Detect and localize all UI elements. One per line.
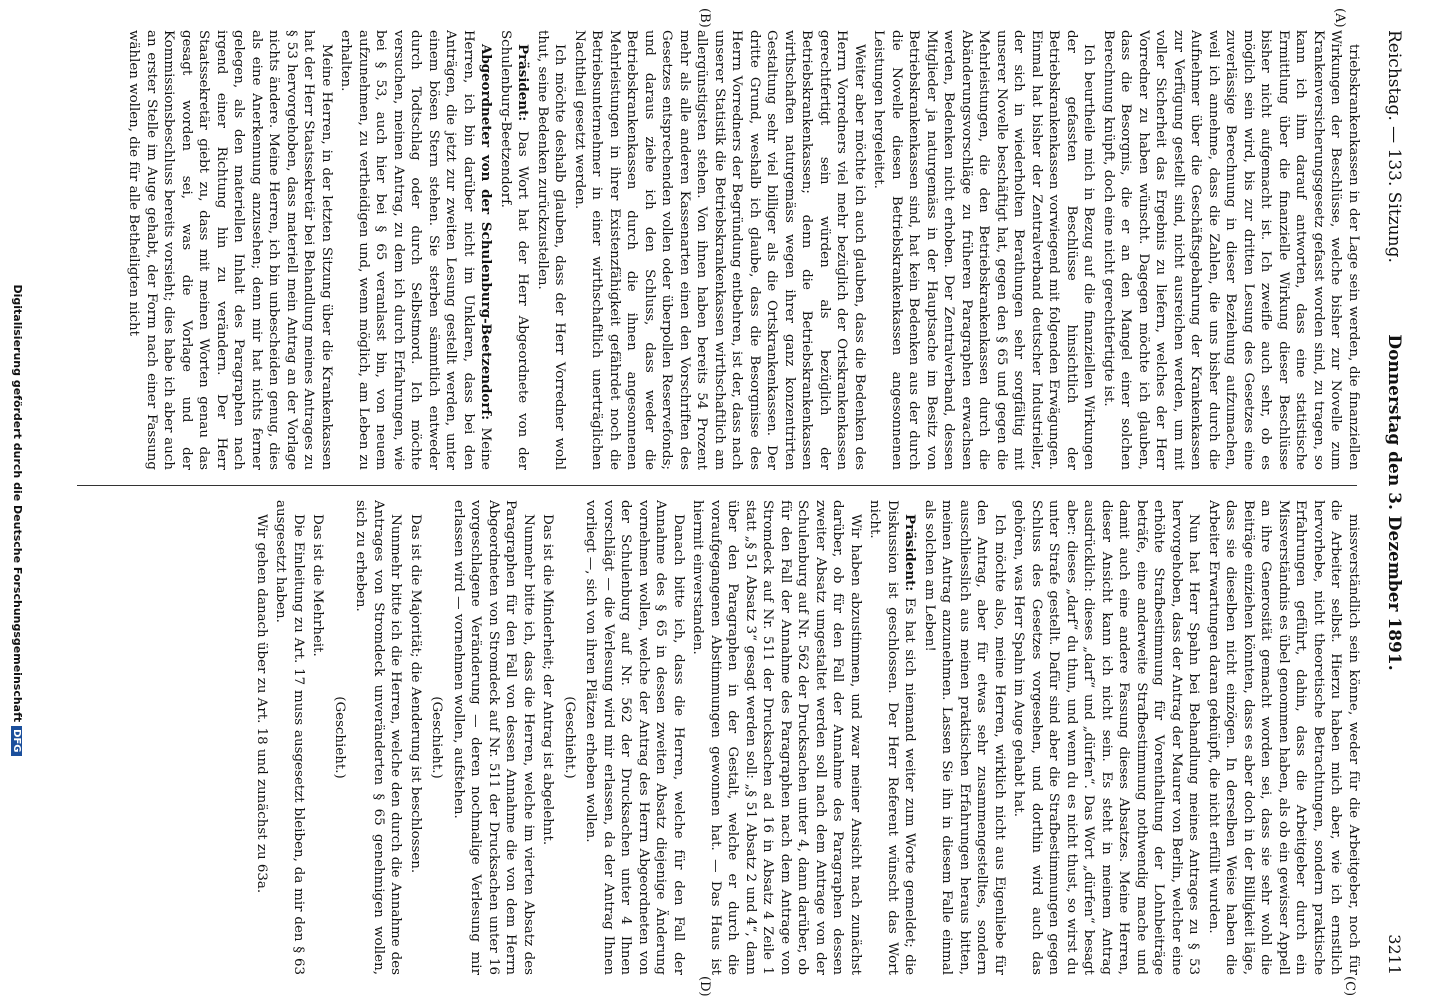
- speech-text: Das Wort hat der Herr Abgeordnete von der Schulenburg-Beetzendorf.: [498, 30, 531, 470]
- paragraph: triebskrankenkassen in der Lage sein werden, die finanziellen Wirkungen der Beschlüsse, welche bisher zur Novelle zum Krankenversicherungsgesetz gefasst worden sind, zu tragen, so kann ich ihm darauf antworten, dass eine statistische Ermittlung über die finanzielle Wirkung dieser Beschlüsse bisher nicht aufgemacht ist. Ich zweifle auch sehr, ob es möglich sein wird, bis zur dritten Lesung des Gesetzes eine zuverlässige Berechnung in dieser Beziehung aufzumachen, weil ich annehme, dass die Zahlen, die uns bisher durch die Aufnehmer über die Geschäftsgebahrung der Krankenkassen zur Verfügung gestellt sind, nicht ausreichen werden, um mit voller Sicherheit das Ergebnis zu liefern, welches der Herr Vorredner zu haben wünscht. Dagegen möchte ich glauben, dass die Besorgnis, die er an den Mangel einer solchen Berechnung knüpft, doch eine nicht gerechtfertigte ist.: [1101, 30, 1361, 470]
- speaker-name: Präsident:: [902, 514, 919, 592]
- paragraph: Danach bitte ich, dass die Herren, welche für den Fall der Annahme des § 65 in dessen zweiten Absatz diejenige Änderung vornehmen wollen, welche der Antrag des Herrn Abgeordneten von der Schulenburg auf Nr. 562 der Drucksachen unter 4 Ihnen vorschlägt — die Verlesung wird mir erlassen, da der Antrag Ihnen vorliegt —, sich von ihren Plätzen erheben wollen.: [583, 500, 686, 975]
- paragraph: Ich beurtheile mich in Bezug auf die finanziellen Wirkungen der gefassten Beschlüsse hinsichtlich der Betriebskrankenkassen vorwiegend mit folgenden Erwägungen. Einmal hat bisher der Zentralverband deutscher Industrieller, der sich in wiederholten Berathungen sehr sorgfältig mit unserer Novelle beschäftigt hat, gegen den § 65 und gegen die Mehrleistungen, die den Betriebskrankenkassen durch die Abänderungsvorschläge zu früheren Paragraphen erwachsen werden, Bedenken nicht erhoben. Der Zentralverband, dessen Mitglieder ja naturgemäss in der Hauptsache im Besitz von Betriebskrankenkassen sind, hat kein Bedenken aus der durch die Novelle diesen Betriebskrankenkassen angesonnenen Leistungen hergeleitet.: [871, 30, 1097, 470]
- paragraph: Das ist die Majorität; die Aenderung ist beschlossen.: [408, 514, 423, 874]
- header-session: Reichstag. — 133. Sitzung.: [1384, 30, 1404, 263]
- margin-mark-d: (D): [697, 976, 712, 997]
- header-date: Donnerstag den 3. Dezember 1891.: [1384, 334, 1404, 671]
- paragraph: Ich möchte also, meine Herren, wirklich nicht aus Eigenliebe für den Antrag, aber für etwas sehr zusammengestelltes, sondern ausschliesslich aus meinen praktischen Erfahrungen heraus bitten, meinen Antrag anzunehmen. Lassen Sie ihn in diesem Falle einmal als solchen am Leben!: [922, 500, 1007, 975]
- speech-text: Es hat sich niemand weiter zum Worte gemeldet; die Diskussion ist geschlossen. Der Herr Referent wünscht das Wort nicht.: [867, 500, 918, 975]
- margin-mark-c: (C): [1342, 976, 1357, 997]
- paragraph: Nunmehr bitte ich die Herren, welche den durch die Annahme des Antrages von Stromdeck unveränderten § 65 genehmigen wollen, sich zu erheben.: [353, 500, 404, 975]
- page-header: [1372, 30, 1412, 975]
- right-column: [52, 500, 1362, 975]
- digitization-credit: [4, 60, 24, 980]
- paragraph: Die Einleitung zu Art. 17 muss ausgesetzt bleiben, da mir den § 63 ausgesetzt haben.: [273, 500, 306, 975]
- paragraph: Nunmehr bitte ich, dass die Herren, welche im vierten Absatz des Paragraphen für den Fall von dessen Annahme die von dem Herrn Abgeordneten von Stromdeck auf Nr. 511 der Drucksachen unter 16 vorgeschlagene Veränderung — deren nochmalige Verlesung mir erlassen wird — vornehmen wollen, aufstehen.: [451, 500, 536, 975]
- speaker-paragraph: [866, 500, 919, 975]
- speaker-name: Präsident:: [515, 44, 532, 122]
- paragraph: Weiter aber möchte ich auch glauben, dass die Bedenken des Herrn Vorredners viel mehr bezüglich der Ortskrankenkassen gerechtfertigt sein würden als bezüglich der Betriebskrankenkassen; denn die Betriebskrankenkassen wirthschaften naturgemäss wegen ihrer ganz konzentrirten Gestaltung sehr viel billiger als die Ortskrankenkassen. Der dritte Grund, weshalb ich glaube, dass die Besorgnisse des Herrn Vorredners der Begründung entbehren, ist der, dass nach unserer Statistik die Betriebskrankenkassen wirthschaftlich am allergünstigsten stehen. Von ihnen haben bereits 54 Prozent mehr als alle anderen Kassenarten einen den Vorschriften des Gesetzes entsprechenden vollen oder überpollen Reservefonds; und daraus ziehe ich den Schluss, dass weder die Betriebskrankenkassen durch die ihnen angesonnenen Mehrleistungen in ihrer Existenzfähigkeit gefährdet noch die Betriebsunternehmer in einer wirthschaftlich unerträglichen Nachtheil gesetzt werden.: [572, 30, 867, 470]
- paragraph: Wir gehen danach über zu Art. 18 und zunächst zu 63a.: [254, 514, 269, 894]
- left-column: [52, 30, 1362, 470]
- paragraph: Ich möchte deshalb glauben, dass der Herr Vorredner wohl thut, seine Bedenken zurückzustellen.: [535, 30, 568, 470]
- margin-mark-a: (A): [1332, 8, 1347, 28]
- stage-direction: (Geschieht.): [429, 696, 445, 779]
- paragraph: Nun hat Herr Spahn bei Behandlung meines Antrages zu § 53 hervorgehoben, dass der Antrag der Maurer von Berlin, welcher eine erhöhte Strafbestimmung für Vorenthaltung der Lohnbeiträge beträfe, eine anderweite Strafbestimmung nothwendig mache und damit auch eine andere Fassung dieses Absatzes. Meine Herren, dieser Ansicht kann ich nicht sein. Es steht in meinem Antrag ausdrücklich: dieses „darf“ und „dürfen“. Das Wort „dürfen“ besagt aber: dieses „darf“ du thun, und wenn du es nicht thust, so wirst du unter Strafe gestellt. Dafür sind aber die Strafbestimmungen gegen Schluss des Gesetzes vorgesehen, und dorthin wird auch das gehören, was Herr Spahn im Auge gehabt hat.: [1011, 500, 1202, 975]
- speaker-paragraph: [497, 30, 532, 470]
- speaker-name: Abgeordneter von der Schulenburg-Beetzendorf:: [478, 44, 495, 421]
- paragraph: Das ist die Mehrheit.: [310, 514, 326, 657]
- speaker-paragraph: [337, 30, 495, 470]
- margin-mark-b: (B): [697, 8, 712, 28]
- stage-direction: (Geschieht.): [562, 696, 577, 779]
- header-page-number: 3211: [1385, 934, 1404, 975]
- dfg-logo: DFG: [11, 726, 22, 755]
- credit-text: Digitalisierung gefördert durch die Deutsche Forschungsgemeinschaft: [11, 284, 24, 723]
- speech-text: Meine Herren, ich bin darüber nicht im Unklaren, dass bei den Anträgen, die jetzt zur zweiten Lesung gestellt werden, unter einem bösen Stern stehen. Sie sterben sämmtlich entweder durch Todtschlag oder durch Selbstmord. Ich möchte versuchen, meinen Antrag, zu dem ich durch Erfahrungen, wie bei § 53, auch hier bei § 65 veranlasst bin, von neuem aufzunehmen, zu vertheidigen und, wenn möglich, am Leben zu erhalten.: [338, 30, 494, 470]
- paragraph: Meine Herren, in der letzten Sitzung über die Krankenkassen hat der Herr Staatssekretär bei Behandlung meines Antrages zu § 53 hervorgehoben, dass materiell mein Antrag an der Vorlage nichts ändere. Meine Herren, ich bin unbescheiden genug, dies als eine Anerkennung anzusehen; denn mir hat nichts ferner gelegen, als den materiellen Inhalt des Paragraphen nach irgend einer Richtung hin zu verändern. Der Herr Staatssekretär giebt zu, dass mit meinen Worten genau das gesagt worden sei, was die Vorlage und der Kommissionsbeschluss bereits vorsieht; dies habe ich aber auch an erster Stelle im Auge gehabt, der Form nach einer Fassung wählen wollen, die für alle Betheiligten nicht: [126, 30, 334, 470]
- paragraph: Wir haben abzustimmen, und zwar meiner Ansicht nach zunächst darüber, ob für den Fall der Annahme des Paragraphen dessen zweiter Absatz umgestaltet werden soll nach dem Antrage von der Schulenburg auf Nr. 562 der Drucksachen unter 4, dann darüber, ob für den Fall der Annahme des Paragraphen nach dem Antrage von Stromdeck auf Nr. 511 der Drucksachen ad 16 in Absatz 4 Zeile 1 statt „§ 51 Absatz 3“ gesagt werden soll: „§ 51 Absatz 2 und 4“, dann über den Paragraphen in der Gestalt, welche er durch die voraufgegangenen Abstimmungen gewonnen hat. — Das Haus ist hiermit einverstanden.: [690, 500, 863, 975]
- paragraph: missverständlich sein könne, weder für die Arbeitgeber, noch für die Arbeiter selbst. Hierzu haben mich aber, wie ich ernstlich hervorhebe, nicht theoretische Betrachtungen, sondern praktische Erfahrungen geführt, dahin, dass die Arbeitgeber durch ein Missverständnis es übel genommen haben, als ob ein gewisser Appell an ihre Generosität gemacht worden sei, dass sie sehr wohl die Beiträge einziehen könnten, dass es aber doch in der Billigkeit läge, dass sie dieselben nicht einzögen. In derselben Weise haben die Arbeiter Erwartungen daran geknüpft, die nicht erfüllt wurden.: [1206, 500, 1361, 975]
- paragraph: Das ist die Minderheit; der Antrag ist abgelehnt.: [540, 514, 556, 846]
- column-divider: [77, 485, 1357, 486]
- stage-direction: (Geschieht.): [332, 696, 347, 779]
